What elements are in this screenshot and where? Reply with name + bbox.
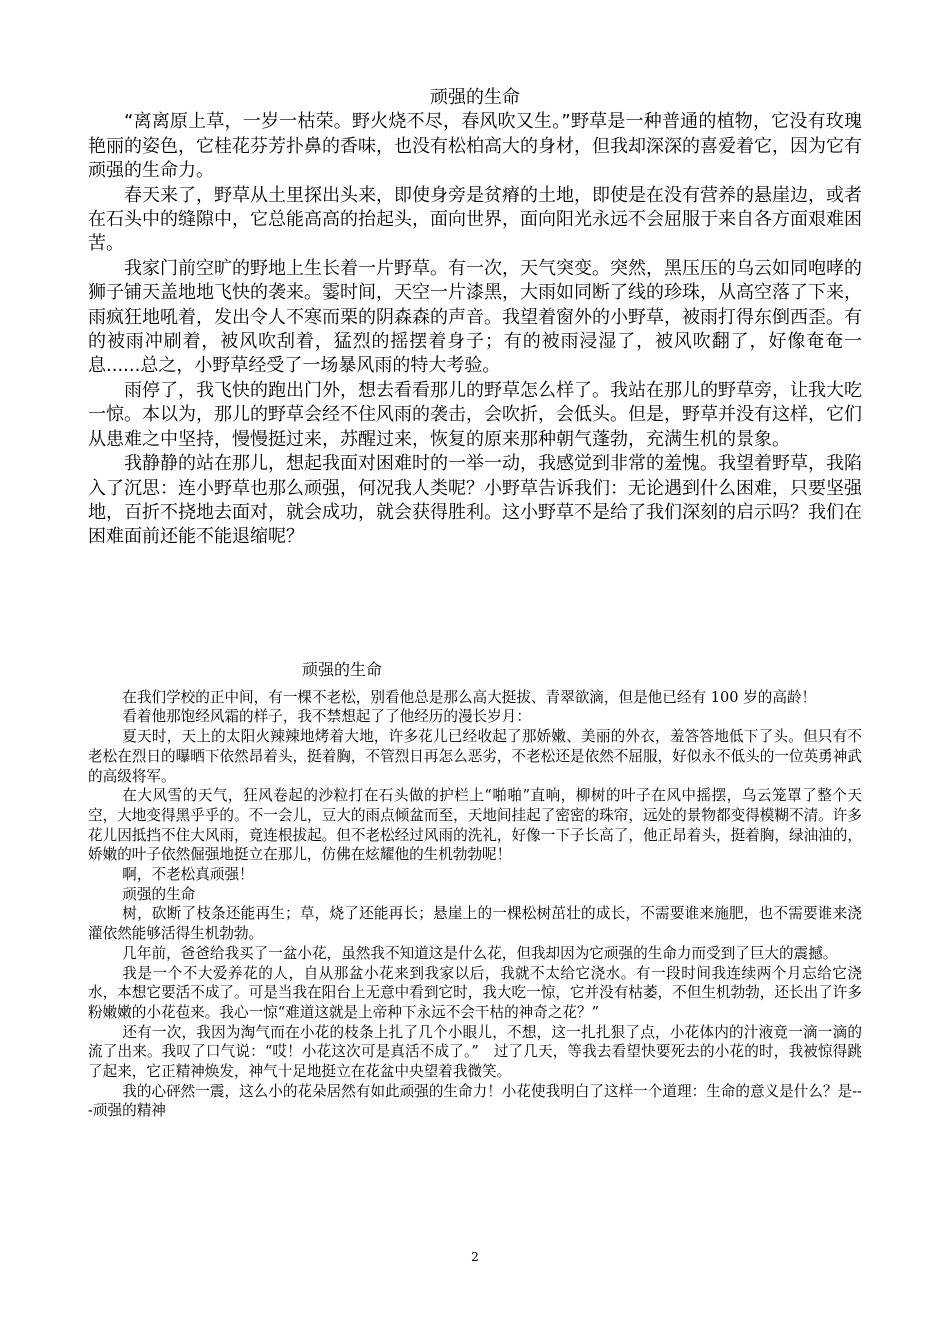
essay-2-paragraph: 我的心砰然一震，这么小的花朵居然有如此顽强的生命力！小花使我明白了这样一个道理：生命的意义是什么？是---顽强的精神 — [88, 1082, 862, 1120]
essay-section-2 — [88, 660, 862, 1121]
essay-1-title: 顽强的生命 — [430, 87, 520, 108]
essay-2-paragraph: 我是一个不大爱养花的人，自从那盆小花来到我家以后，我就不太给它浇水。有一段时间我连续两个月忘给它浇水，本想它要活不成了。可是当我在阳台上无意中看到它时，我大吃一惊，它并没有枯萎，不但生机勃勃，还长出了许多粉嫩嫩的小花苞来。我心一惊“难道这就是上帝种下永远不会干枯的神奇之花？” — [88, 964, 862, 1021]
essay-1-paragraph: 我静静的站在那儿，想起我面对困难时的一举一动，我感觉到非常的羞愧。我望着野草，我陷入了沉思：连小野草也那么顽强，何况我人类呢？小野草告诉我们：无论遇到什么困难，只要坚强地，百折不挠地去面对，就会成功，就会获得胜利。这小野草不是给了我们深刻的启示吗？我们在困难面前还能不能退缩呢？ — [88, 453, 862, 548]
essay-2-paragraph: 在大风雪的天气，狂风卷起的沙粒打在石头做的护栏上“啪啪”直响，柳树的叶子在风中摇摆，乌云笼罩了整个天空，大地变得黑乎乎的。不一会儿，豆大的雨点倾盆而至，天地间挂起了密密的珠帘，远处的景物都变得模糊不清。许多花儿因抵挡不住大风雨，竟连根拔起。但不老松经过风雨的洗礼，好像一下子长高了，他正昂着头，挺着胸，绿油油的，娇嫩的叶子依然倔强地挺立在那儿，仿佛在炫耀他的生机勃勃呢！ — [88, 787, 862, 864]
page-number: 2 — [471, 1250, 479, 1264]
essay-1-paragraph: “离离原上草，一岁一枯荣。野火烧不尽，春风吹又生。”野草是一种普通的植物，它没有玫瑰艳丽的姿色，它桂花芬芳扑鼻的香味，也没有松柏高大的身材，但我却深深的喜爱着它，因为它有顽强的生命力。 — [88, 111, 862, 182]
essay-1-paragraph: 我家门前空旷的野地上生长着一片野草。有一次，天气突变。突然，黑压压的乌云如同咆哮的狮子铺天盖地地飞快的袭来。霎时间，天空一片漆黑，大雨如同断了线的珍珠，从高空落了下来，雨疯狂地吼着，发出令人不寒而栗的阴森森的声音。我望着窗外的小野草，被雨打得东倒西歪。有的被雨冲刷着，被风吹刮着，猛烈的摇摆着身子；有的被雨浸湿了，被风吹翻了，好像奄奄一息......总之，小野草经受了一场暴风雨的特大考验。 — [88, 257, 862, 377]
essay-2-paragraph: 在我们学校的正中间，有一棵不老松，别看他总是那么高大挺拔、青翠欲滴，但是他已经有 100 岁的高龄！ — [122, 688, 817, 706]
essay-1-paragraph: 雨停了，我飞快的跑出门外，想去看看那儿的野草怎么样了。我站在那儿的野草旁，让我大吃一惊。本以为，那儿的野草会经不住风雨的袭击，会吹折，会低头。但是，野草并没有这样，它们从患难之中坚持，慢慢挺过来，苏醒过来，恢复的原来那种朝气蓬勃，充满生机的景象。 — [88, 379, 862, 450]
essay-2-paragraph: 看着他那饱经风霜的样子，我不禁想起了了他经历的漫长岁月： — [122, 708, 531, 726]
essay-2-subtitle: 顽强的生命 — [122, 885, 196, 903]
essay-2-title: 顽强的生命 — [302, 660, 383, 679]
essay-1-paragraph: 春天来了，野草从土里探出头来，即使身旁是贫瘠的土地，即使是在没有营养的悬崖边，或者在石头中的缝隙中，它总能高高的抬起头，面向世界，面向阳光永远不会屈服于来自各方面艰难困苦。 — [88, 184, 862, 255]
essay-2-paragraph: 还有一次，我因为淘气而在小花的枝条上扎了几个小眼儿，不想，这一扎扎狠了点，小花体内的汁液竟一滴一滴的流了出来。我叹了口气说：“哎！小花这次可是真活不成了。” 过了几天，等我去看望快要死去的小花的时，我被惊得跳了起来，它正精神焕发，神气十足地挺立在花盆中央望着我微笑。 — [88, 1023, 862, 1081]
essay-section-1 — [88, 86, 862, 550]
essay-2-paragraph: 夏天时，天上的太阳火辣辣地烤着大地，许多花儿已经收起了那娇嫩、美丽的外衣，羞答答地低下了头。但只有不老松在烈日的曝晒下依然昂着头，挺着胸，不管烈日再怎么恶劣，不老松还是依然不屈服，好似永不低头的一位英勇神武的高级将军。 — [88, 728, 862, 785]
essay-2-paragraph: 几年前，爸爸给我买了一盆小花，虽然我不知道这是什么花，但我却因为它顽强的生命力而受到了巨大的震撼。 — [122, 944, 838, 962]
essay-2-paragraph: 树，砍断了枝条还能再生；草，烧了还能再长；悬崖上的一棵松树茁壮的成长，不需要谁来施肥，也不需要谁来浇灌依然能够活得生机勃勃。 — [88, 905, 862, 943]
essay-2-paragraph: 啊，不老松真顽强！ — [122, 866, 254, 884]
